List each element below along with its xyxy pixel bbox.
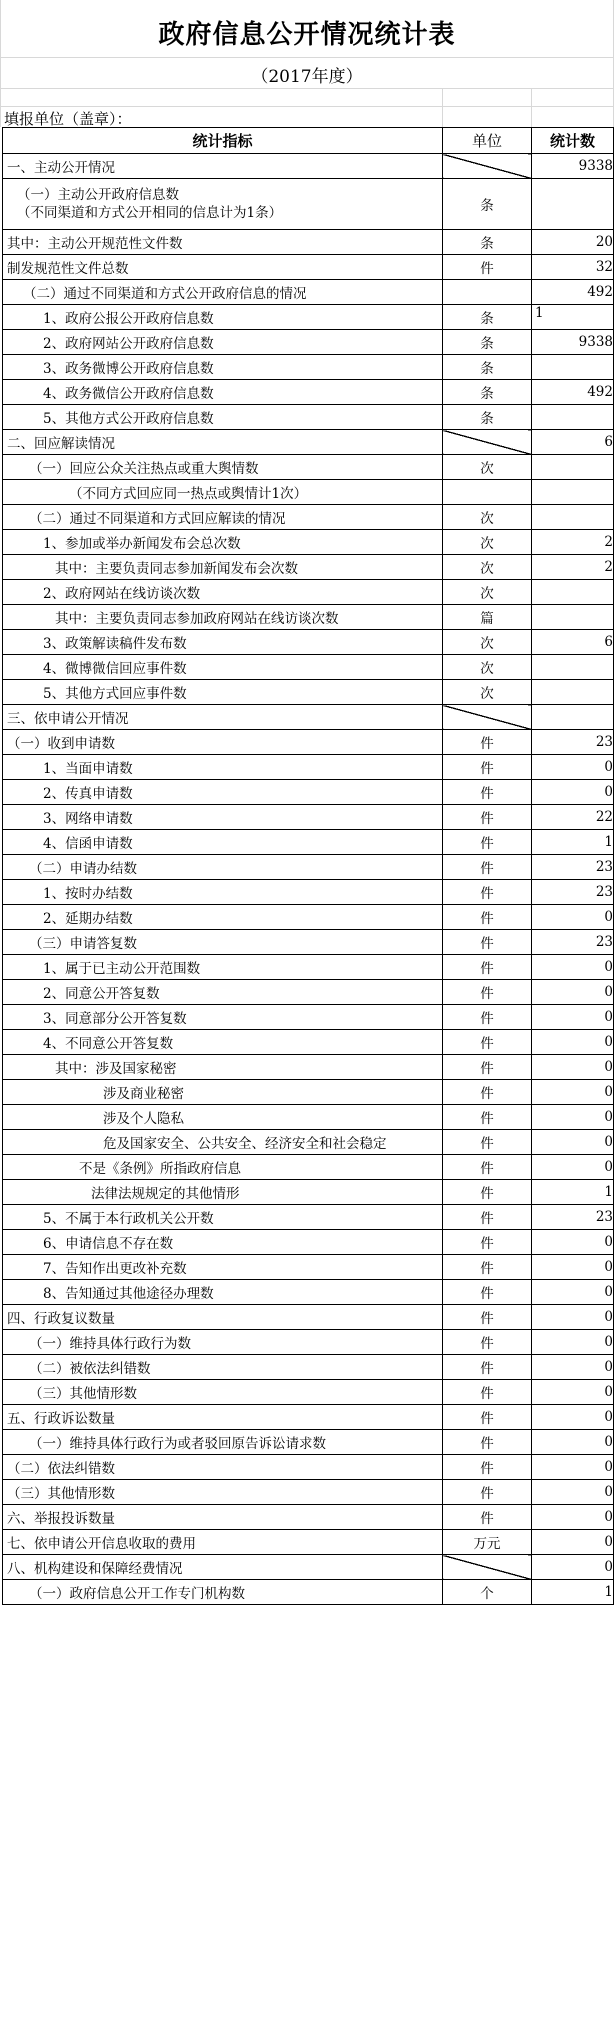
value-cell: 0 [532,1080,614,1105]
table-row [3,1305,614,1330]
indicator-label: （一）收到申请数 [3,730,443,755]
table-row [3,1555,614,1580]
table-row [3,1505,614,1530]
indicator-label: 3、同意部分公开答复数 [3,1005,443,1030]
table-row [3,1580,614,1605]
unit-cell: 件 [443,1430,532,1455]
value-cell [532,605,614,630]
indicator-label: 4、微博微信回应事件数 [3,655,443,680]
indicator-label: 6、申请信息不存在数 [3,1230,443,1255]
value-cell: 492 [532,380,614,405]
unit-cell: 篇 [443,605,532,630]
indicator-label: （一）回应公众关注热点或重大舆情数 [3,455,443,480]
value-cell: 6 [532,630,614,655]
unit-cell-diagonal [443,430,532,455]
value-cell: 1 [532,305,614,330]
unit-cell: 条 [443,380,532,405]
unit-cell: 件 [443,780,532,805]
unit-cell: 条 [443,405,532,430]
table-row [3,855,614,880]
unit-cell: 件 [443,1305,532,1330]
value-cell: 0 [532,1305,614,1330]
table-row [3,455,614,480]
table-row [3,555,614,580]
indicator-label: 8、告知通过其他途径办理数 [3,1280,443,1305]
unit-cell: 件 [443,880,532,905]
indicator-label: 2、政府网站公开政府信息数 [3,330,443,355]
value-cell: 1 [532,1580,614,1605]
unit-cell: 件 [443,730,532,755]
table-row [3,1280,614,1305]
indicator-label: 5、其他方式公开政府信息数 [3,405,443,430]
unit-cell: 件 [443,755,532,780]
unit-cell-diagonal [443,705,532,730]
table-row [3,905,614,930]
indicator-label: 不是《条例》所指政府信息 [3,1155,443,1180]
table-row [3,355,614,380]
unit-cell: 件 [443,1030,532,1055]
indicator-label: 其中：主要负责同志参加政府网站在线访谈次数 [3,605,443,630]
indicator-label: （三）其他情形数 [3,1380,443,1405]
indicator-label: （二）被依法纠错数 [3,1355,443,1380]
unit-cell: 件 [443,830,532,855]
indicator-label: 涉及个人隐私 [3,1105,443,1130]
indicator-label: 1、属于已主动公开范围数 [3,955,443,980]
table-row [3,605,614,630]
indicator-label: 危及国家安全、公共安全、经济安全和社会稳定 [3,1130,443,1155]
indicator-label: 一、主动公开情况 [3,154,443,179]
indicator-label: （二）依法纠错数 [3,1455,443,1480]
unit-cell: 件 [443,805,532,830]
unit-cell: 次 [443,555,532,580]
table-row [3,330,614,355]
unit-cell: 条 [443,305,532,330]
table-row [3,1030,614,1055]
indicator-label: （不同方式回应同一热点或舆情计1次） [3,480,443,505]
unit-cell: 万元 [443,1530,532,1555]
table-row [3,755,614,780]
table-row [3,1005,614,1030]
indicator-label: 7、告知作出更改补充数 [3,1255,443,1280]
unit-cell [443,480,532,505]
table-row [3,1530,614,1555]
unit-cell: 个 [443,1580,532,1605]
value-cell: 9338 [532,330,614,355]
table-row [3,1055,614,1080]
value-cell: 9338 [532,154,614,179]
indicator-label: 五、行政诉讼数量 [3,1405,443,1430]
indicator-label: （三）其他情形数 [3,1480,443,1505]
value-cell: 0 [532,905,614,930]
unit-cell: 次 [443,455,532,480]
indicator-label: （二）通过不同渠道和方式公开政府信息的情况 [3,280,443,305]
value-cell: 23 [532,730,614,755]
gridline [0,106,614,107]
indicator-label: （二）通过不同渠道和方式回应解读的情况 [3,505,443,530]
indicator-label: 1、参加或举办新闻发布会总次数 [3,530,443,555]
unit-cell: 件 [443,1005,532,1030]
unit-cell: 次 [443,680,532,705]
table-row [3,505,614,530]
value-cell: 0 [532,1105,614,1130]
indicator-label: 4、政务微信公开政府信息数 [3,380,443,405]
unit-cell: 件 [443,1280,532,1305]
value-cell: 2 [532,530,614,555]
unit-cell: 件 [443,955,532,980]
unit-cell: 件 [443,255,532,280]
value-cell: 0 [532,1280,614,1305]
table-row [3,1255,614,1280]
table-row [3,630,614,655]
value-cell: 0 [532,1255,614,1280]
value-cell [532,705,614,730]
unit-cell: 件 [443,930,532,955]
table-row [3,1330,614,1355]
value-cell: 23 [532,1205,614,1230]
unit-cell: 件 [443,1330,532,1355]
indicator-label: 涉及商业秘密 [3,1080,443,1105]
indicator-label: 1、当面申请数 [3,755,443,780]
indicator-label: 5、其他方式回应事件数 [3,680,443,705]
indicator-label: 其中：涉及国家秘密 [3,1055,443,1080]
table-row [3,1405,614,1430]
value-cell: 22 [532,805,614,830]
table-row [3,380,614,405]
indicator-label: （一）政府信息公开工作专门机构数 [3,1580,443,1605]
table-row [3,1355,614,1380]
header-value: 统计数 [532,128,614,154]
indicator-label: （二）申请办结数 [3,855,443,880]
value-cell: 32 [532,255,614,280]
value-cell: 23 [532,930,614,955]
indicator-label: 3、网络申请数 [3,805,443,830]
table-row [3,1155,614,1180]
value-cell [532,405,614,430]
unit-cell: 件 [443,1205,532,1230]
value-cell: 23 [532,880,614,905]
indicator-label: （一）主动公开政府信息数 （不同渠道和方式公开相同的信息计为1条） [3,179,443,230]
indicator-label: 八、机构建设和保障经费情况 [3,1555,443,1580]
table-row [3,1105,614,1130]
indicator-label: （三）申请答复数 [3,930,443,955]
table-row [3,730,614,755]
indicator-label: 5、不属于本行政机关公开数 [3,1205,443,1230]
value-cell: 0 [532,1155,614,1180]
value-cell [532,179,614,230]
unit-cell: 件 [443,1380,532,1405]
indicator-label: 法律法规规定的其他情形 [3,1180,443,1205]
unit-cell: 件 [443,1130,532,1155]
table-row [3,305,614,330]
indicator-label: 其中：主动公开规范性文件数 [3,230,443,255]
indicator-label: 2、传真申请数 [3,780,443,805]
value-cell: 0 [532,1480,614,1505]
statistics-table [2,127,614,1605]
table-row [3,1080,614,1105]
value-cell: 1 [532,1180,614,1205]
unit-cell [443,280,532,305]
header-item: 统计指标 [3,128,443,154]
indicator-label: 三、依申请公开情况 [3,705,443,730]
value-cell [532,580,614,605]
filler-label: 填报单位（盖章）： [4,110,132,128]
unit-cell: 件 [443,1080,532,1105]
value-cell [532,680,614,705]
unit-cell: 件 [443,1480,532,1505]
unit-cell: 件 [443,1455,532,1480]
unit-cell-diagonal [443,154,532,179]
unit-cell: 件 [443,980,532,1005]
table-row [3,880,614,905]
table-row [3,480,614,505]
table-header-row [3,128,614,154]
unit-cell: 条 [443,230,532,255]
table-row [3,705,614,730]
table-row [3,405,614,430]
gridline [0,0,1,127]
value-cell [532,505,614,530]
indicator-label: 二、回应解读情况 [3,430,443,455]
table-row [3,430,614,455]
table-row [3,280,614,305]
table-row [3,805,614,830]
table-row [3,1205,614,1230]
value-cell: 0 [532,1555,614,1580]
table-row [3,530,614,555]
unit-cell: 次 [443,630,532,655]
indicator-label: 1、政府公报公开政府信息数 [3,305,443,330]
value-cell: 492 [532,280,614,305]
unit-cell: 次 [443,530,532,555]
unit-cell: 件 [443,1355,532,1380]
unit-cell: 件 [443,1255,532,1280]
table-row [3,1130,614,1155]
value-cell: 20 [532,230,614,255]
value-cell: 0 [532,1505,614,1530]
header-unit: 单位 [443,128,532,154]
indicator-label: 2、政府网站在线访谈次数 [3,580,443,605]
indicator-label: 七、依申请公开信息收取的费用 [3,1530,443,1555]
value-cell: 0 [532,1405,614,1430]
value-cell: 0 [532,1380,614,1405]
indicator-label: 2、延期办结数 [3,905,443,930]
table-row [3,154,614,179]
gridline [0,57,614,58]
table-row [3,230,614,255]
indicator-label: 4、信函申请数 [3,830,443,855]
gridline [442,88,443,127]
unit-cell: 件 [443,855,532,880]
table-row [3,980,614,1005]
value-cell: 0 [532,1530,614,1555]
value-cell [532,455,614,480]
indicator-label: 2、同意公开答复数 [3,980,443,1005]
table-row [3,680,614,705]
table-row [3,655,614,680]
table-row [3,1230,614,1255]
unit-cell: 件 [443,1105,532,1130]
indicator-label: 3、政策解读稿件发布数 [3,630,443,655]
indicator-label: 3、政务微博公开政府信息数 [3,355,443,380]
unit-cell: 次 [443,655,532,680]
unit-cell-diagonal [443,1555,532,1580]
table-row [3,580,614,605]
unit-cell: 条 [443,179,532,230]
unit-cell: 件 [443,905,532,930]
table-row [3,1380,614,1405]
indicator-label: 六、举报投诉数量 [3,1505,443,1530]
value-cell: 0 [532,1030,614,1055]
table-row [3,1430,614,1455]
value-cell: 6 [532,430,614,455]
value-cell [532,655,614,680]
unit-cell: 件 [443,1180,532,1205]
value-cell: 2 [532,555,614,580]
value-cell: 0 [532,755,614,780]
value-cell [532,355,614,380]
unit-cell: 条 [443,355,532,380]
value-cell: 0 [532,780,614,805]
indicator-label: 其中：主要负责同志参加新闻发布会次数 [3,555,443,580]
value-cell: 0 [532,1430,614,1455]
report-year: （2017年度） [251,67,363,87]
indicator-label: 1、按时办结数 [3,880,443,905]
value-cell: 0 [532,1355,614,1380]
indicator-label: 四、行政复议数量 [3,1305,443,1330]
gridline [0,88,614,89]
indicator-label: 制发规范性文件总数 [3,255,443,280]
table-row [3,179,614,230]
indicator-label: 4、不同意公开答复数 [3,1030,443,1055]
value-cell: 0 [532,1455,614,1480]
value-cell: 0 [532,1055,614,1080]
table-row [3,780,614,805]
table-row [3,1180,614,1205]
table-row [3,830,614,855]
value-cell: 0 [532,980,614,1005]
table-row [3,1480,614,1505]
page-title: 政府信息公开情况统计表 [158,20,456,50]
table-row [3,930,614,955]
gridline [531,88,532,127]
value-cell: 0 [532,1330,614,1355]
unit-cell: 件 [443,1230,532,1255]
unit-cell: 件 [443,1055,532,1080]
value-cell: 1 [532,830,614,855]
table-row [3,955,614,980]
table-row [3,255,614,280]
unit-cell: 件 [443,1155,532,1180]
table-row [3,1455,614,1480]
unit-cell: 条 [443,330,532,355]
value-cell: 0 [532,1130,614,1155]
indicator-label: （一）维持具体行政行为或者驳回原告诉讼请求数 [3,1430,443,1455]
value-cell: 0 [532,955,614,980]
unit-cell: 次 [443,580,532,605]
value-cell [532,480,614,505]
value-cell: 23 [532,855,614,880]
value-cell: 0 [532,1005,614,1030]
indicator-label: （一）维持具体行政行为数 [3,1330,443,1355]
unit-cell: 次 [443,505,532,530]
unit-cell: 件 [443,1505,532,1530]
value-cell: 0 [532,1230,614,1255]
unit-cell: 件 [443,1405,532,1430]
